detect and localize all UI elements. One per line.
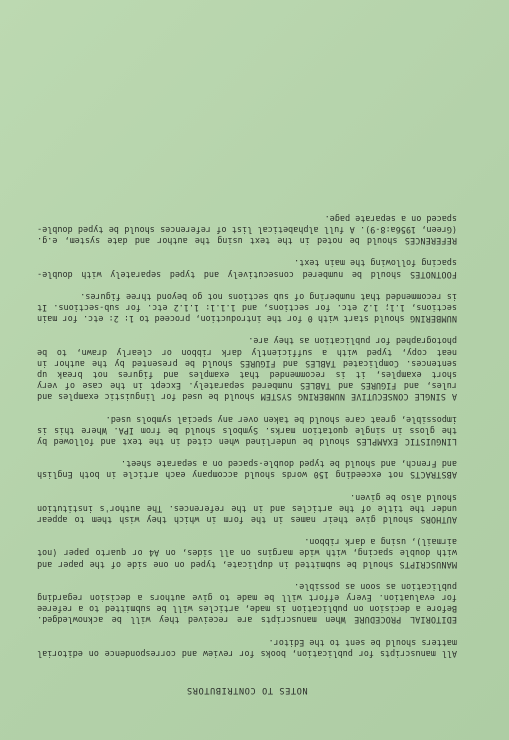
paragraph-heading: NUMBERING — [409, 314, 457, 325]
paragraph-heading: MANUSCRIPTS — [399, 559, 457, 570]
paragraph-editorial-procedure — [31, 581, 457, 626]
paragraph-heading: REFERENCES — [404, 236, 457, 247]
page-title: NOTES TO CONTRIBUTORS — [186, 685, 308, 695]
paragraph-text: should be used for linguistic examples and rules, and FIGURES and TABLES numbered separately. Except in the case of very short examples, it is recommended that examples and figures not break up sentences. Complicated TABLES and FIGURES should be presented by the author in neat copy, typed with a sufficiently dark ribbon or clearly drawn, to be photographed for publication as they are. — [31, 336, 457, 403]
paragraph-text: should give their names in the form in which they wish them to appear under the title of the articles and in the references. The author's institution should also be given. — [31, 492, 457, 525]
paragraph-text: should be noted in the text using the author and date system, e.g. (Green, 1956a:8-9). A full alphabetical list of references should be typed double-spaced on a separate page. — [31, 213, 457, 247]
paragraph-heading: LINGUISTIC EXAMPLES — [356, 436, 457, 447]
paragraph-heading: EDITORIAL PROCEDURE — [354, 615, 457, 626]
paragraph-text: should be underlined when cited in the text and followed by the gloss in single quotation marks. Symbols should be from IPA. Where this is impossible, great care should be taken over any special symbols used. — [31, 414, 457, 447]
paragraph-heading: FOOTNOTES — [409, 269, 457, 280]
paragraph-text: All manuscripts for publication, books for review and correspondence on editorial matters should be sent to the Editor. — [31, 637, 457, 659]
paragraph-heading: AUTHORS — [420, 514, 457, 525]
paragraph-manuscripts — [31, 536, 457, 570]
paragraph-authors — [31, 491, 457, 525]
paragraph-text: not exceeding 150 words should accompany each article in both English and French, and should be typed double-spaced on a separate sheet. — [31, 459, 457, 481]
paragraph-linguistic-examples — [31, 413, 457, 447]
paragraph-footnotes — [37, 257, 457, 279]
paragraph-abstracts — [31, 458, 457, 481]
paragraph-text: should be numbered consecutively and typed separately with double-spacing following the main text. — [37, 258, 457, 280]
paragraph-heading: A SINGLE CONSECUTIVE NUMBERING SYSTEM — [260, 392, 457, 403]
paragraph-numbering-system — [31, 335, 457, 403]
paragraph-references — [31, 213, 457, 247]
document-body — [31, 202, 457, 696]
paragraph-text: When manuscripts are received they will be acknowledged. Before a decision on publication is made, articles will be submitted to a referee for evaluation. Every effort will be made to give authors a decision regarding publication as soon as possible. — [31, 581, 457, 626]
paragraph-heading: ABSTRACTS — [409, 470, 457, 481]
paragraph-numbering — [31, 291, 457, 325]
paragraph-text: should start with 0 for the introduction, proceed to 1: 2: etc. for main sections, 1.1; 1.2 etc. for sections, and 1.1.1: 1.1.2 etc. for sub-sections. It is recommended that numbering of sub sections not go beyond three figures. — [31, 291, 457, 325]
paragraph-text: should be submitted in duplicate, typed on one side of the paper and with double spacing, with wide margins on all sides, on A4 or quarto paper (not airmail), using a dark ribbon. — [31, 537, 457, 570]
paragraph-submissions — [31, 636, 457, 659]
